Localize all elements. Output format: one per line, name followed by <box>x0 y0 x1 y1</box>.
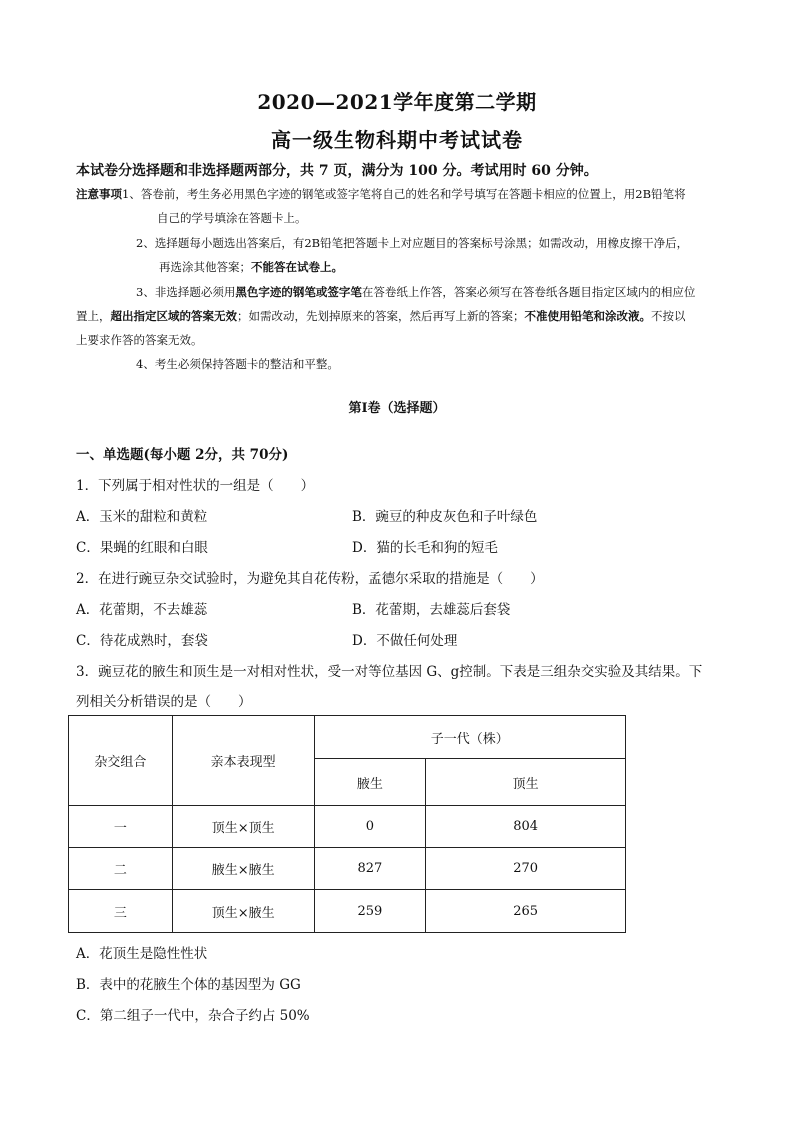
exam-intro: 本试卷分选择题和非选择题两部分，共 7 页，满分为 100 分。考试用时 60 分钟。 <box>76 163 598 179</box>
q2-option-b: B．花蕾期，去雄蕊后套袋 <box>352 602 511 618</box>
q2-option-a: A．花蕾期，不去雄蕊 <box>76 602 208 618</box>
header-parent-phenotype: 亲本表现型 <box>172 716 314 806</box>
q3-stem-line-2: 列相关分析错误的是（ ） <box>76 694 252 710</box>
notice-item-2-line-2: 再选涂其他答案；不能答在试卷上。 <box>159 260 343 274</box>
q1-option-a: A．玉米的甜粒和黄粒 <box>76 509 208 525</box>
q1-option-d: D．猫的长毛和狗的短毛 <box>352 540 498 556</box>
table-row: 一 顶生×顶生 0 804 <box>69 806 626 848</box>
cross-results-table <box>68 715 626 933</box>
q2-option-d: D．不做任何处理 <box>352 633 458 649</box>
q3-option-c: C．第二组子一代中，杂合子约占 50% <box>76 1008 310 1024</box>
exam-title: 2020—2021学年度第二学期 <box>257 90 537 114</box>
q3-option-a: A．花顶生是隐性性状 <box>76 946 208 962</box>
table-row: 三 顶生×腋生 259 265 <box>69 890 626 933</box>
header-cross-group: 杂交组合 <box>69 716 173 806</box>
q3-stem-line-1: 3．豌豆花的腋生和顶生是一对相对性状，受一对等位基因 G、g控制。下表是三组杂交实验及其结果。下 <box>76 664 703 680</box>
header-offspring: 子一代（株） <box>314 716 625 759</box>
notice-label: 注意事项 <box>76 187 122 201</box>
q1-stem: 1．下列属于相对性状的一组是（ ） <box>76 478 315 494</box>
notice-item-3-line-3: 上要求作答的答案无效。 <box>76 333 203 347</box>
notice-item-1-line-1: 注意事项1、答卷前，考生务必用黑色字迹的钢笔或签字笔将自己的姓名和学号填写在答题卡相应的位置上，用2B铅笔将 <box>76 187 686 201</box>
part-heading: 一、单选题(每小题 2分，共 70分) <box>76 447 289 463</box>
notice-item-4: 4、考生必须保持答题卡的整洁和平整。 <box>136 357 339 371</box>
notice-item-3-line-2: 置上，超出指定区域的答案无效；如需改动，先划掉原来的答案，然后再写上新的答案；不准使用铅笔和涂改液。不按以 <box>76 309 686 323</box>
exam-subtitle: 高一级生物科期中考试试卷 <box>271 128 523 152</box>
header-terminal: 顶生 <box>426 759 626 806</box>
q1-option-b: B．豌豆的种皮灰色和子叶绿色 <box>352 509 538 525</box>
header-axillary: 腋生 <box>314 759 426 806</box>
notice-item-1-line-2: 自己的学号填涂在答题卡上。 <box>157 211 307 225</box>
notice-item-2-line-1: 2、选择题每小题选出答案后，有2B铅笔把答题卡上对应题目的答案标号涂黑；如需改动，用橡皮擦干净后， <box>136 236 689 250</box>
q1-option-c: C．果蝇的红眼和白眼 <box>76 540 208 556</box>
notice-item-3-line-1: 3、非选择题必须用黑色字迹的钢笔或签字笔在答卷纸上作答，答案必须写在答卷纸各题目指定区域内的相应位 <box>136 285 696 299</box>
q2-stem: 2．在进行豌豆杂交试验时，为避免其自花传粉，孟德尔采取的措施是（ ） <box>76 571 544 587</box>
q3-option-b: B．表中的花腋生个体的基因型为 GG <box>76 977 301 993</box>
table-row: 二 腋生×腋生 827 270 <box>69 848 626 890</box>
q2-option-c: C．待花成熟时，套袋 <box>76 633 208 649</box>
section-title: 第Ⅰ卷（选择题） <box>348 401 446 416</box>
